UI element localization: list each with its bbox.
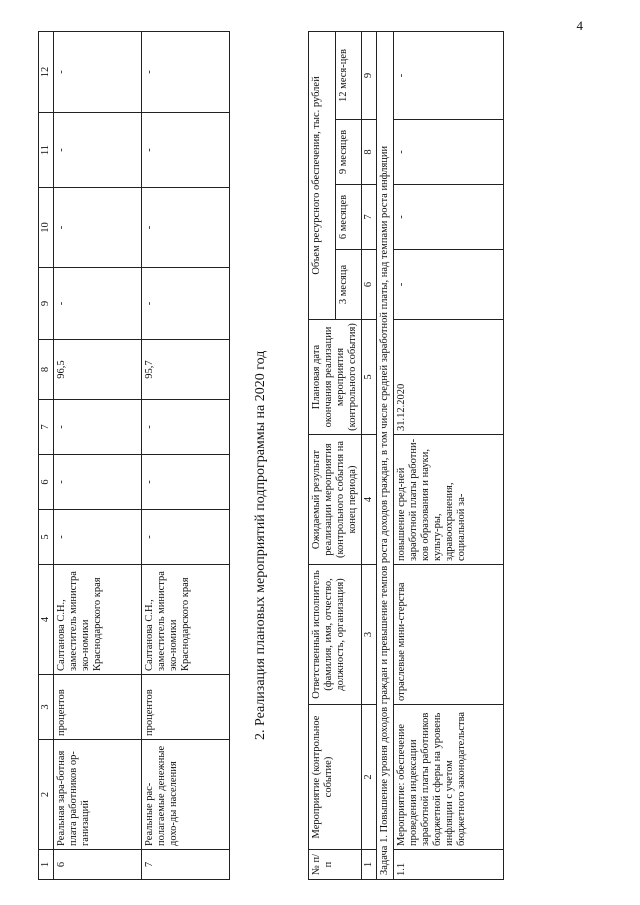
responsible: Салтанова С.Н., заместитель министра эко-номики Краснодарского края — [54, 565, 142, 675]
indicator-name: Реальная зара-ботная плата работников ор-ганизаций — [54, 740, 142, 850]
unit: процентов — [54, 675, 142, 740]
col-number: 7 — [39, 400, 54, 455]
cell-value: - — [394, 120, 504, 185]
indicator-name: Реальные рас-полагаемые денежные дохо-ды населения — [142, 740, 230, 850]
col-number: 9 — [362, 31, 377, 119]
header-responsible: Ответственный исполнитель (фамилия, имя, отчество, должность, организация) — [309, 565, 362, 705]
cell-value: - — [54, 32, 142, 113]
header-m9: 9 месяцев — [335, 120, 362, 185]
col-number: 6 — [39, 455, 54, 510]
header-funding: Объем ресурсного обеспечения, тыс. рублей — [309, 31, 336, 319]
col-number: 8 — [39, 340, 54, 400]
col-number: 8 — [362, 120, 377, 185]
expected-result: повышение сред-ней заработной платы работни-ков образования и науки, культу-ры, здравоохранения, социальной за- — [394, 435, 504, 565]
page-number: 4 — [576, 18, 583, 33]
cell-value: - — [142, 32, 230, 113]
cell-value: - — [54, 510, 142, 565]
header-m6: 6 месяцев — [335, 185, 362, 250]
header-date: Плановая дата окончания реализации мероприятия (контрольного события) — [309, 320, 362, 435]
row-number: 6 — [54, 850, 142, 880]
table-row — [54, 32, 142, 880]
cell-value: - — [142, 268, 230, 340]
col-number: 9 — [39, 268, 54, 340]
responsible: Салтанова С.Н., заместитель министра эко-номики Краснодарского края — [142, 565, 230, 675]
rotated-sheet — [38, 30, 608, 880]
col-number: 3 — [362, 565, 377, 705]
indicators-table — [38, 31, 230, 880]
header-no: № п/п — [309, 850, 362, 880]
column-number-row — [362, 31, 377, 879]
col-number: 1 — [39, 850, 54, 880]
row-number: 1.1 — [394, 850, 504, 880]
col-number: 11 — [39, 113, 54, 188]
col-number: 4 — [362, 435, 377, 565]
cell-value: - — [394, 185, 504, 250]
row-number: 7 — [142, 850, 230, 880]
col-number: 1 — [362, 850, 377, 880]
cell-value: - — [394, 250, 504, 320]
section-title: 2. Реализация плановых мероприятий подпрограммы на 2020 год — [253, 350, 268, 740]
cell-value: - — [54, 268, 142, 340]
col-number: 2 — [39, 740, 54, 850]
unit: процентов — [142, 675, 230, 740]
cell-value: - — [394, 31, 504, 119]
events-table — [308, 31, 504, 880]
col-number: 2 — [362, 705, 377, 850]
cell-value: 96,5 — [54, 340, 142, 400]
cell-value: 95,7 — [142, 340, 230, 400]
cell-value: - — [54, 400, 142, 455]
cell-value: - — [54, 113, 142, 188]
col-number: 6 — [362, 250, 377, 320]
col-number: 4 — [39, 565, 54, 675]
col-number: 12 — [39, 32, 54, 113]
cell-value: - — [142, 188, 230, 268]
col-number: 5 — [39, 510, 54, 565]
header-m12: 12 меся-цев — [335, 31, 362, 119]
header-event: Мероприятие (контрольное событие) — [309, 705, 362, 850]
table-row — [142, 32, 230, 880]
event-text: Мероприятие: обеспечение проведения индексации заработной платы работников бюджетной сферы на уровень инфляции с учетом бюджетного законодательства — [394, 705, 504, 850]
cell-value: - — [142, 510, 230, 565]
cell-value: - — [142, 113, 230, 188]
column-number-row — [39, 32, 54, 880]
cell-value: - — [142, 455, 230, 510]
cell-value: - — [54, 455, 142, 510]
cell-value: - — [142, 400, 230, 455]
task-row — [377, 31, 394, 879]
col-number: 5 — [362, 320, 377, 435]
table-row — [394, 31, 504, 879]
planned-date: 31.12.2020 — [394, 320, 504, 435]
responsible: отраслевые мини-стерства — [394, 565, 504, 705]
header-result: Ожидаемый результат реализации мероприятия (контрольного события на конец периода) — [309, 435, 362, 565]
col-number: 10 — [39, 188, 54, 268]
col-number: 3 — [39, 675, 54, 740]
cell-value: - — [54, 188, 142, 268]
header-row — [309, 31, 336, 879]
header-m3: 3 месяца — [335, 250, 362, 320]
col-number: 7 — [362, 185, 377, 250]
task-text: Задача 1. Повышение уровня доходов граждан и превышение темпов роста доходов граждан, в том числе средней заработной платы, над темпами роста инфляции — [377, 31, 394, 879]
